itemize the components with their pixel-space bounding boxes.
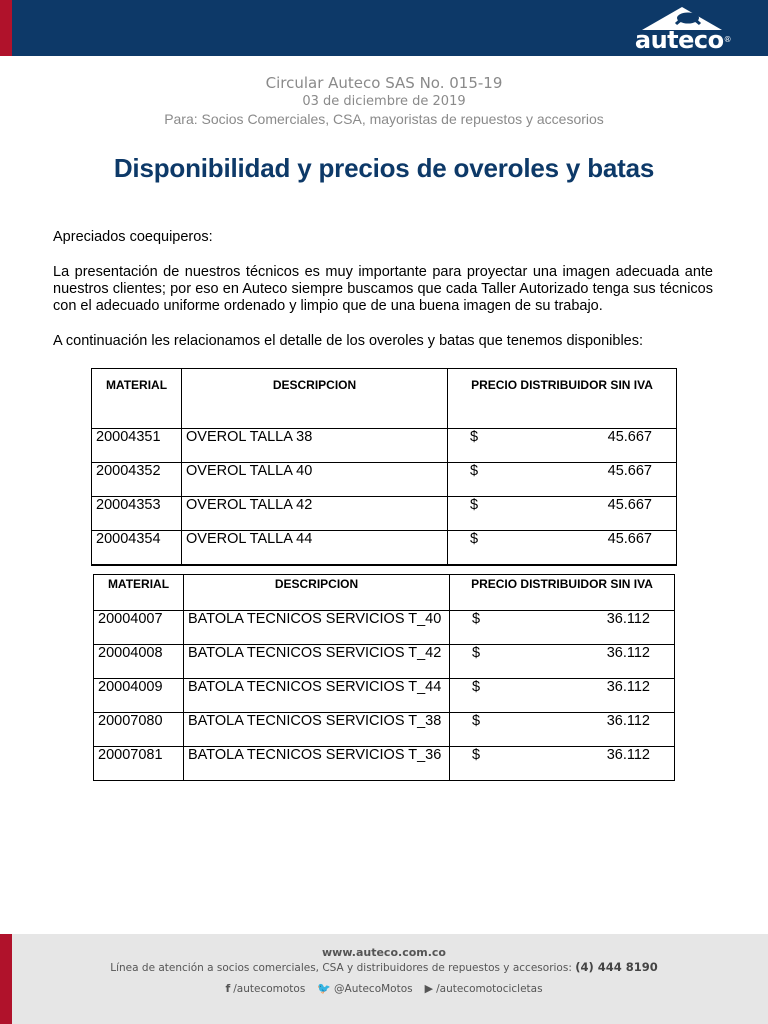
footer-website: www.auteco.com.co [322, 946, 446, 959]
cell-material: 20004009 [94, 679, 184, 713]
currency-symbol: $ [472, 679, 481, 695]
greeting: Apreciados coequiperos: [53, 229, 213, 245]
circular-number: Circular Auteco SAS No. 015-19 [265, 74, 503, 92]
header-material: MATERIAL [94, 575, 184, 611]
currency-symbol: $ [472, 747, 481, 763]
cell-precio [448, 463, 677, 497]
cell-material: 20004007 [94, 611, 184, 645]
table-row [92, 429, 677, 463]
currency-symbol: $ [470, 497, 479, 513]
cell-material: 20007080 [94, 713, 184, 747]
cell-precio [450, 713, 675, 747]
social-link-twitter[interactable] [317, 982, 412, 995]
cell-descripcion: BATOLA TECNICOS SERVICIOS T_40 [184, 611, 450, 645]
currency-symbol: $ [472, 645, 481, 661]
header-precio: PRECIO DISTRIBUIDOR SIN IVA [448, 369, 677, 429]
cell-precio [450, 679, 675, 713]
footer-contact-line [0, 960, 768, 974]
social-handle: @AutecoMotos [334, 983, 413, 995]
cell-descripcion: BATOLA TECNICOS SERVICIOS T_42 [184, 645, 450, 679]
cell-precio [448, 429, 677, 463]
batas-price-table [93, 574, 675, 781]
header-precio: PRECIO DISTRIBUIDOR SIN IVA [450, 575, 675, 611]
footer-contact-text: Línea de atención a socios comerciales, CSA y distribuidores de repuestos y accesorios: [110, 962, 572, 974]
circular-recipients: Para: Socios Comerciales, CSA, mayoristas de repuestos y accesorios [164, 111, 604, 127]
currency-symbol: $ [472, 713, 481, 729]
auteco-logo [628, 2, 738, 54]
currency-symbol: $ [470, 531, 479, 547]
cell-material: 20004354 [92, 531, 182, 566]
table-row [94, 747, 675, 781]
table-row [94, 645, 675, 679]
table-row [94, 611, 675, 645]
cell-descripcion: BATOLA TECNICOS SERVICIOS T_36 [184, 747, 450, 781]
cell-descripcion: OVEROL TALLA 38 [182, 429, 448, 463]
cell-material: 20004353 [92, 497, 182, 531]
footer [0, 934, 768, 1024]
cell-material: 20004352 [92, 463, 182, 497]
header-material: MATERIAL [92, 369, 182, 429]
price-value: 36.112 [606, 747, 650, 763]
cell-descripcion: BATOLA TECNICOS SERVICIOS T_44 [184, 679, 450, 713]
table-intro-paragraph: A continuación les relacionamos el detalle de los overoles y batas que tenemos disponibles: [53, 333, 644, 349]
currency-symbol: $ [470, 429, 479, 445]
cell-descripcion: BATOLA TECNICOS SERVICIOS T_38 [184, 713, 450, 747]
facebook-icon: f [225, 982, 231, 995]
footer-phone: (4) 444 8190 [575, 960, 658, 974]
price-value: 45.667 [607, 497, 652, 513]
header-descripcion: DESCRIPCION [184, 575, 450, 611]
social-link-facebook[interactable] [225, 982, 305, 995]
table-row [94, 679, 675, 713]
overoles-price-table [91, 368, 677, 566]
price-value: 36.112 [606, 679, 650, 695]
cell-descripcion: OVEROL TALLA 40 [182, 463, 448, 497]
social-link-youtube[interactable] [425, 982, 543, 995]
cell-precio [448, 497, 677, 531]
price-value: 36.112 [606, 713, 650, 729]
youtube-icon: ▶ [424, 982, 434, 995]
currency-symbol: $ [470, 463, 479, 479]
social-handle: /autecomotos [233, 983, 306, 995]
price-value: 36.112 [606, 645, 650, 661]
social-handle: /autecomotocicletas [436, 983, 543, 995]
cell-descripcion: OVEROL TALLA 44 [182, 531, 448, 566]
price-value: 36.112 [606, 611, 650, 627]
cell-material: 20007081 [94, 747, 184, 781]
cell-material: 20004351 [92, 429, 182, 463]
header-band [0, 0, 768, 56]
cell-material: 20004008 [94, 645, 184, 679]
currency-symbol: $ [472, 611, 481, 627]
footer-social-links [0, 982, 768, 995]
cell-precio [448, 531, 677, 566]
price-value: 45.667 [607, 531, 652, 547]
header-accent-stripe [0, 0, 12, 56]
price-value: 45.667 [607, 429, 652, 445]
intro-paragraph: La presentación de nuestros técnicos es muy importante para proyectar una imagen adecuada ante nuestros clientes; por eso en Auteco siempre buscamos que cada Taller Autorizado tenga sus técnicos con el adecuado uniforme ordenado y limpio que de una buena imagen de su trabajo. [53, 264, 713, 314]
price-value: 45.667 [607, 463, 652, 479]
header-descripcion: DESCRIPCION [182, 369, 448, 429]
cell-precio [450, 747, 675, 781]
table-row [94, 713, 675, 747]
circular-date: 03 de diciembre de 2019 [302, 94, 466, 109]
cell-precio [450, 645, 675, 679]
table-header-row [94, 575, 675, 611]
table-row [92, 463, 677, 497]
cell-descripcion: OVEROL TALLA 42 [182, 497, 448, 531]
table-header-row [92, 369, 677, 429]
page-title: Disponibilidad y precios de overoles y batas [113, 153, 655, 183]
table-row [92, 531, 677, 566]
cell-precio [450, 611, 675, 645]
logo-wordmark: auteco® [634, 26, 732, 54]
table-row [92, 497, 677, 531]
twitter-icon: 🐦 [317, 982, 332, 995]
